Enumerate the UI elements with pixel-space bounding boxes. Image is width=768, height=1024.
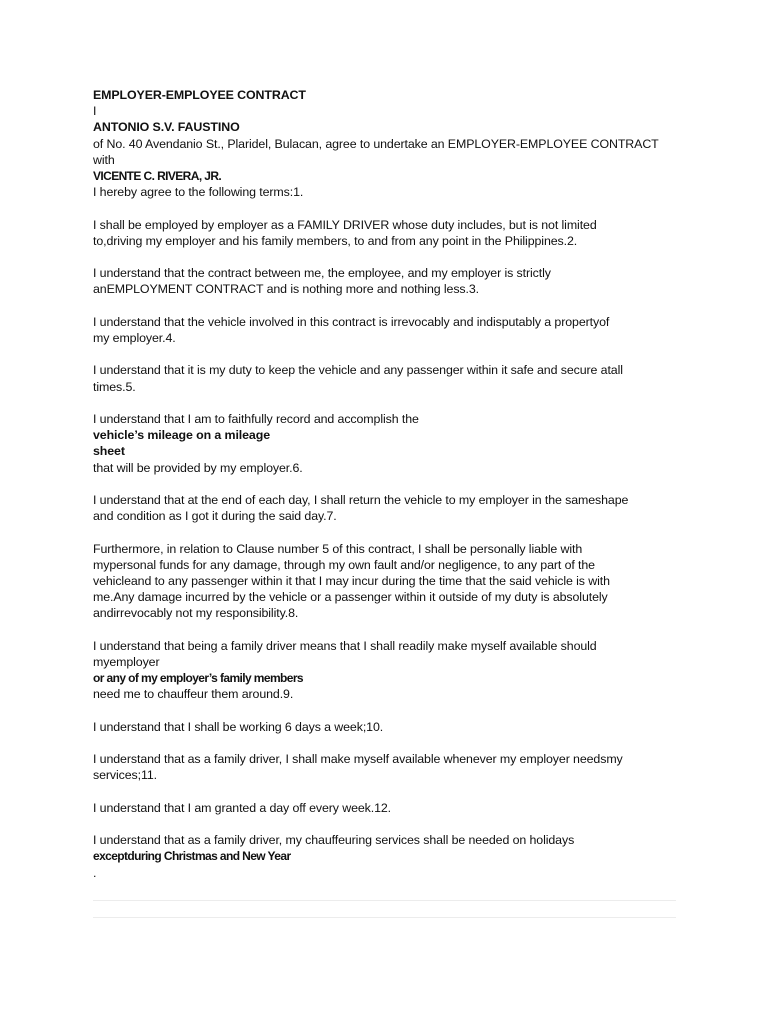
clause-line: I understand that as a family driver, I shall make myself available whenever my employer needsmy — [93, 752, 623, 767]
clause-line: I understand that I am granted a day off every week.12. — [93, 800, 392, 815]
clause-10 — [93, 751, 683, 783]
clause-line: I understand that at the end of each day, I shall return the vehicle to my employer in the sameshape — [93, 492, 629, 507]
clause-3 — [93, 314, 683, 346]
clause-9 — [93, 719, 683, 735]
clause-line: . — [93, 865, 97, 880]
document-title: EMPLOYER-EMPLOYEE CONTRACT — [93, 88, 306, 102]
clause-line: Furthermore, in relation to Clause number 5 of this contract, I shall be personally liable with — [93, 541, 583, 556]
clause-7 — [93, 541, 683, 622]
clause-line: need me to chauffeur them around.9. — [93, 687, 294, 702]
clause-line: and condition as I got it during the said day.7. — [93, 509, 337, 524]
intro-line: I hereby agree to the following terms:1. — [93, 185, 304, 200]
employee-name: ANTONIO S.V. FAUSTINO — [93, 120, 240, 135]
clause-line: times.5. — [93, 379, 136, 394]
clause-line: I understand that being a family driver means that I shall readily make myself available should — [93, 638, 597, 653]
clause-4 — [93, 362, 683, 394]
clause-line: I shall be employed by employer as a FAMILY DRIVER whose duty includes, but is not limited — [93, 217, 597, 232]
clause-1 — [93, 217, 683, 249]
clause-line: sheet — [93, 444, 125, 459]
clause-line: mypersonal funds for any damage, through my own fault and/or negligence, to any part of the — [93, 557, 595, 572]
address-line: of No. 40 Avendanio St., Plaridel, Bulacan, agree to undertake an EMPLOYER-EMPLOYEE CONTRACT — [93, 136, 659, 151]
clause-line: to,driving my employer and his family members, to and from any point in the Philippines.2. — [93, 233, 578, 248]
clause-line: or any of my employer’s family members — [93, 671, 303, 686]
clause-line: I understand that I am to faithfully record and accomplish the — [93, 411, 419, 426]
clause-line: vehicle’s mileage on a mileage — [93, 428, 270, 443]
clause-line: I understand that I shall be working 6 days a week;10. — [93, 719, 384, 734]
clause-line: andirrevocably not my responsibility.8. — [93, 606, 299, 621]
clause-line: vehicleand to any passenger within it that I may incur during the time that the said vehicle is with — [93, 573, 610, 588]
clause-line: that will be provided by my employer.6. — [93, 460, 303, 475]
clause-line: I understand that as a family driver, my chauffeuring services shall be needed on holidays — [93, 833, 575, 848]
page-divider — [93, 900, 676, 901]
employer-name: VICENTE C. RIVERA, JR. — [93, 169, 222, 184]
clause-line: I understand that it is my duty to keep the vehicle and any passenger within it safe and secure atall — [93, 363, 623, 378]
clause-11 — [93, 800, 683, 816]
clause-line: my employer.4. — [93, 331, 176, 345]
clause-2 — [93, 265, 683, 297]
clause-5 — [93, 411, 683, 476]
clause-6 — [93, 492, 683, 524]
clause-8 — [93, 638, 683, 703]
pronoun-line: I — [93, 104, 97, 119]
clause-12 — [93, 832, 683, 881]
clause-line: exceptduring Christmas and New Year — [93, 849, 291, 864]
clause-line: anEMPLOYMENT CONTRACT and is nothing more and nothing less.3. — [93, 282, 479, 297]
address-line-continued: with — [93, 152, 115, 167]
clause-line: services;11. — [93, 768, 157, 783]
clause-line: myemployer — [93, 654, 160, 669]
clause-line: I understand that the vehicle involved in this contract is irrevocably and indisputably a propertyof — [93, 314, 610, 329]
clause-line: me.Any damage incurred by the vehicle or a passenger within it outside of my duty is absolutely — [93, 590, 608, 605]
document-page — [93, 87, 683, 881]
page-divider — [93, 917, 676, 918]
clause-line: I understand that the contract between me, the employee, and my employer is strictly — [93, 266, 551, 281]
